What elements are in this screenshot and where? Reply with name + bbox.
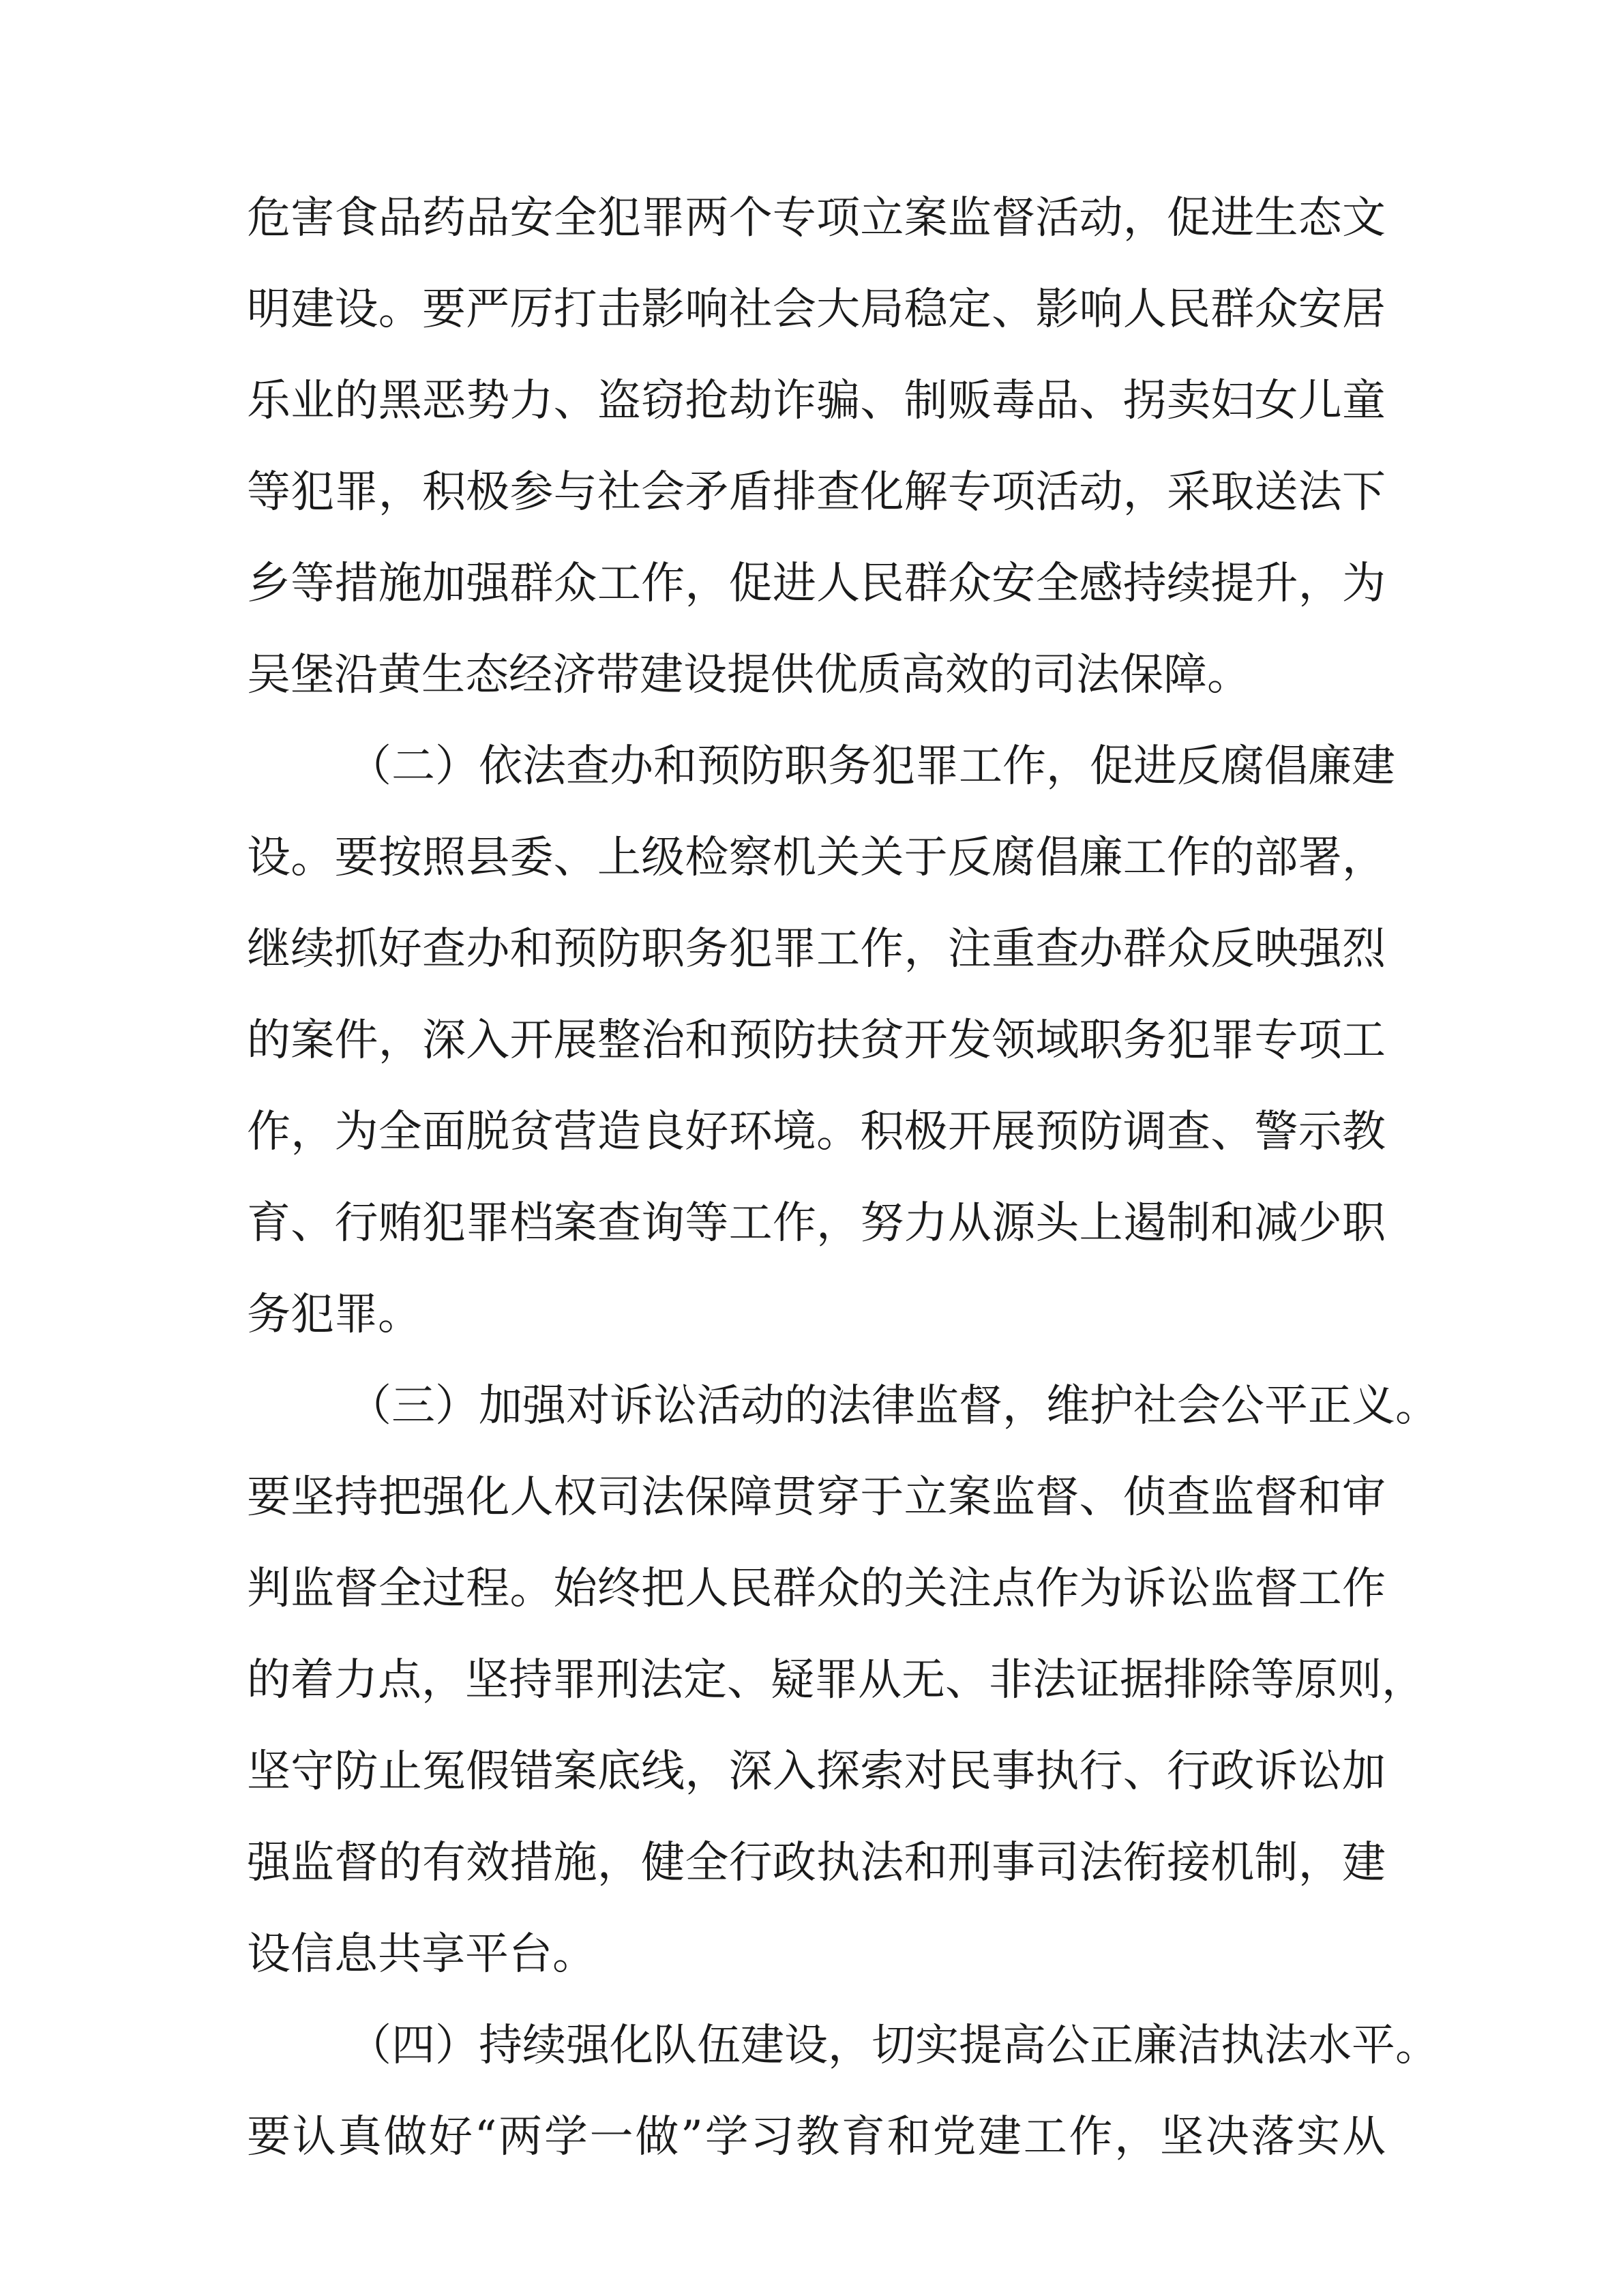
text-line: 乐业的黑恶势力、盗窃抢劫诈骗、制贩毒品、拐卖妇女儿童 bbox=[247, 376, 1386, 426]
text-line: 强监督的有效措施，健全行政执法和刑事司法衔接机制，建 bbox=[247, 1838, 1386, 1888]
text-line: 务犯罪。 bbox=[247, 1289, 421, 1340]
text-line: 等犯罪，积极参与社会矛盾排查化解专项活动，采取送法下 bbox=[247, 467, 1386, 518]
text-line: 的着力点，坚持罪刑法定、疑罪从无、非法证据排除等原则， bbox=[247, 1655, 1425, 1705]
section-heading-3: （三）加强对诉讼活动的法律监督，维护社会公平正义。 bbox=[348, 1381, 1439, 1431]
text-line: 的案件，深入开展整治和预防扶贫开发领域职务犯罪专项工 bbox=[247, 1015, 1386, 1066]
text-line: 乡等措施加强群众工作，促进人民群众安全感持续提升，为 bbox=[247, 558, 1386, 609]
text-line: 危害食品药品安全犯罪两个专项立案监督活动，促进生态文 bbox=[247, 193, 1386, 243]
text-line: 要坚持把强化人权司法保障贯穿于立案监督、侦查监督和审 bbox=[247, 1472, 1386, 1523]
text-line: 坚守防止冤假错案底线，深入探索对民事执行、行政诉讼加 bbox=[247, 1746, 1386, 1797]
section-heading-2: （二）依法查办和预防职务犯罪工作，促进反腐倡廉建 bbox=[348, 741, 1395, 792]
text-line: 吴堡沿黄生态经济带建设提供优质高效的司法保障。 bbox=[247, 650, 1251, 700]
text-line: 要认真做好“两学一做”学习教育和党建工作，坚决落实从 bbox=[247, 2112, 1386, 2162]
text-line: 育、行贿犯罪档案查询等工作，努力从源头上遏制和减少职 bbox=[247, 1198, 1386, 1249]
text-line: 设。要按照县委、上级检察机关关于反腐倡廉工作的部署， bbox=[247, 833, 1386, 883]
text-line: 设信息共享平台。 bbox=[247, 1929, 596, 1980]
text-line: 继续抓好查办和预防职务犯罪工作，注重查办群众反映强烈 bbox=[247, 924, 1386, 974]
section-heading-4: （四）持续强化队伍建设，切实提高公正廉洁执法水平。 bbox=[348, 2021, 1439, 2071]
text-line: 判监督全过程。始终把人民群众的关注点作为诉讼监督工作 bbox=[247, 1564, 1386, 1614]
text-line: 作，为全面脱贫营造良好环境。积极开展预防调查、警示教 bbox=[247, 1107, 1386, 1157]
text-line: 明建设。要严厉打击影响社会大局稳定、影响人民群众安居 bbox=[247, 284, 1386, 335]
